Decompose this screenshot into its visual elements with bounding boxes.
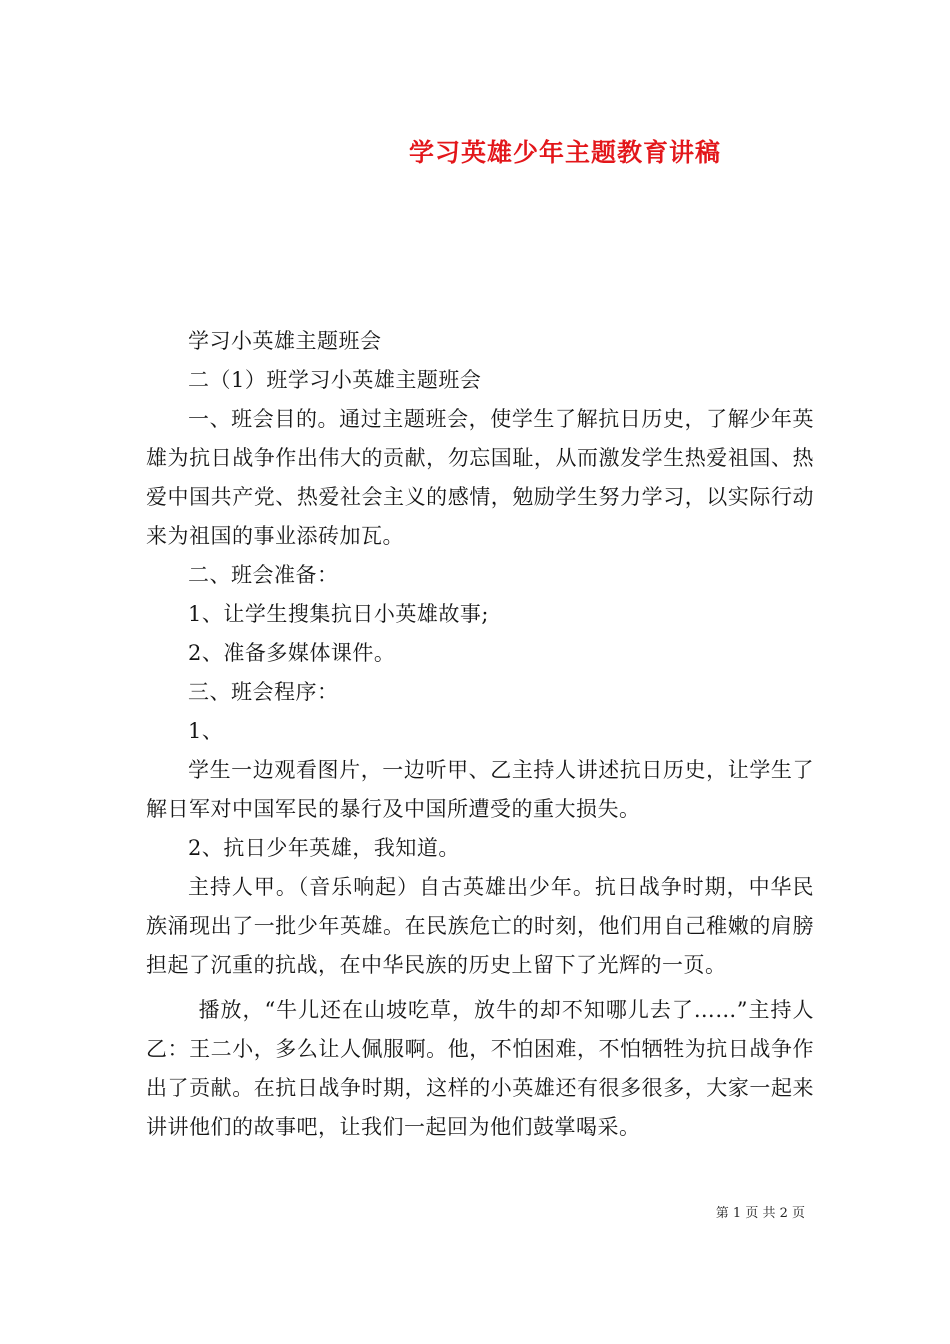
- paragraph-4: 二、班会准备：: [188, 563, 339, 587]
- paragraph-6: 2、准备多媒体课件。: [188, 641, 396, 665]
- document-title: 学习英雄少年主题教育讲稿: [408, 138, 721, 167]
- page-footer: 第 1 页 共 2 页: [715, 1206, 805, 1221]
- paragraph-2: 二（1）班学习小英雄主题班会: [188, 368, 482, 392]
- paragraph-1: 学习小英雄主题班会: [188, 329, 382, 353]
- paragraph-3: 一、班会目的。通过主题班会，使学生了解抗日历史，了解少年英雄为抗日战争作出伟大的贡献，勿忘国耻，从而激发学生热爱祖国、热爱中国共产党、热爱社会主义的感情，勉励学生努力学习，以实际行动来为祖国的事业添砖加瓦。: [146, 407, 814, 548]
- paragraph-5: 1、让学生搜集抗日小英雄故事;: [188, 602, 489, 626]
- paragraph-10: 2、抗日少年英雄，我知道。: [188, 836, 460, 860]
- paragraph-11: 主持人甲。（音乐响起）自古英雄出少年。抗日战争时期，中华民族涌现出了一批少年英雄。在民族危亡的时刻，他们用自己稚嫩的肩膀担起了沉重的抗战，在中华民族的历史上留下了光辉的一页。: [146, 875, 814, 977]
- paragraph-9: 学生一边观看图片，一边听甲、乙主持人讲述抗日历史，让学生了解日军对中国军民的暴行及中国所遭受的重大损失。: [146, 758, 814, 821]
- paragraph-7: 三、班会程序：: [188, 680, 339, 704]
- paragraph-8: 1、: [188, 719, 224, 743]
- paragraph-12: 播放，“牛儿还在山坡吃草，放牛的却不知哪儿去了……”主持人乙：王二小，多么让人佩服啊。他，不怕困难，不怕牺牲为抗日战争作出了贡献。在抗日战争时期，这样的小英雄还有很多很多，大家一起来讲讲他们的故事吧，让我们一起回为他们鼓掌喝采。: [146, 998, 814, 1139]
- document-body: [146, 322, 814, 1147]
